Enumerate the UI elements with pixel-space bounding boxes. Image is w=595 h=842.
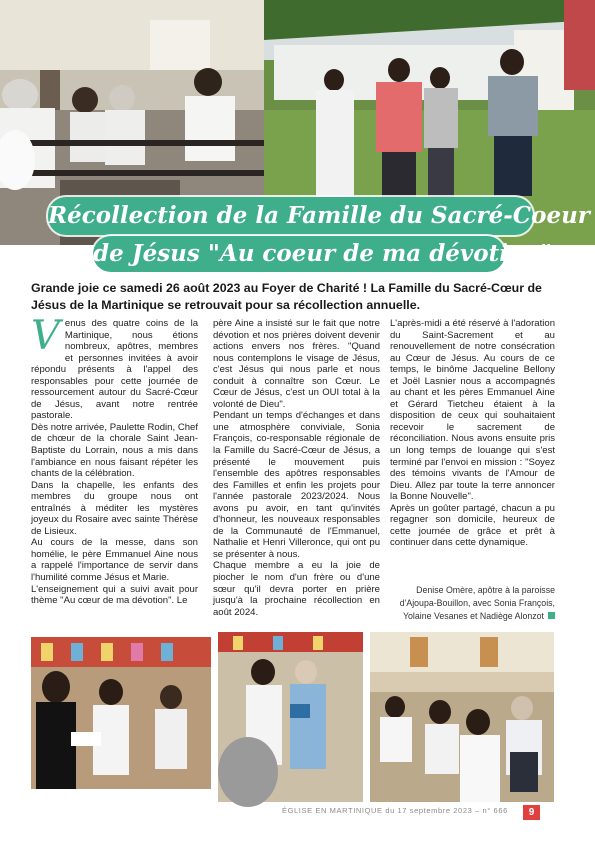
paragraph: Au cours de la messe, dans son homélie, le père Emmanuel Aine nous a rappelé l'importance de servir dans l'humilité comme Jésus et Marie. <box>31 537 198 584</box>
end-mark-square <box>548 612 555 619</box>
paragraph: Dès notre arrivée, Paulette Rodin, Chef de chœur de la chorale Saint Jean-Baptiste du Lorrain, nous a mis dans l'ambiance en nous faisant répéter les chants de la célébration. <box>31 421 198 480</box>
photo-speakers <box>218 632 363 802</box>
text-column-3 <box>390 318 555 549</box>
photo-audience <box>370 632 554 802</box>
paragraph: Dans la chapelle, les enfants des membres du groupe nous ont entraînés à méditer les mystères joyeux du Rosaire avec sainte Thérèse de Lisieux. <box>31 479 198 537</box>
paragraph: Venus des quatre coins de la Martinique, nous étions nombreux, apôtres, membres et personnes invitées à avoir répondu présents à l'appel des responsables pour cette journée de ressourcement autour du Sacré-Cœur de Jésus, avant notre rentrée pastorale. <box>31 313 198 422</box>
paragraph: père Aine a insisté sur le fait que notre dévotion et nos prières doivent devenir actions envers nos frères. "Quand nous contemplons le visage de Jésus, c'est Jésus qui nous parle et nous conduit à connaître son Cœur. Le Cœur de Jésus, c'est un OUI total à la volonté de Dieu". <box>213 318 380 410</box>
article-lead: Grande joie ce samedi 26 août 2023 au Foyer de Charité ! La Famille du Sacré-Cœur de Jésus de la Martinique se retrouvait pour sa récollection annuelle. <box>31 281 542 312</box>
paragraph: Chaque membre a eu la joie de piocher le nom d'un frère ou d'une sœur qu'il devra porter en prière jusqu'à la prochaine récollection en août 2024. <box>213 560 380 618</box>
article-title-line1: Récollection de la Famille du Sacré-Coeur <box>48 197 533 235</box>
publication-footer: ÉGLISE EN MARTINIQUE du 17 septembre 2023 – n° 666 <box>282 806 508 815</box>
paragraph: Après un goûter partagé, chacun a pu regagner son domicile, heureux de cette journée de grâce et prêt à continuer dans cette dynamique. <box>390 502 555 549</box>
paragraph: L'après-midi a été réservé à l'adoration du Saint-Sacrement et au renouvellement de notre consécration au Cœur de Jésus. Au cours de ce temps, le binôme Jacqueline Bellony et Joël Lasnier nous a accompagnés au chant et les pères Emmanuel Aine et Gérard Tietcheu étaient à la disposition de ceux qui souhaitaient recevoir le sacrement de réconciliation. Nous avons ensuite pris un long temps de louange qui s'est terminé par l'envoi en mission : "Soyez des témoins vivants de l'Amour de Dieu. Allez par toute la terre annoncer la Bonne Nouvelle". <box>390 318 555 503</box>
page-number: 9 <box>523 805 540 820</box>
article-title-line2: de Jésus "Au coeur de ma dévotion" <box>93 236 505 272</box>
text-column-1 <box>31 313 198 607</box>
author-signature: Denise Omère, apôtre à la paroisse d'Ajoupa-Bouillon, avec Sonia François, Yolaine Vesanes et Nadiège Alonzot <box>399 585 555 621</box>
paragraph: Pendant un temps d'échanges et dans une atmosphère conviviale, Sonia François, co-responsable régionale de la Famille du Sacré-Cœur de Jésus, a présenté le mouvement puis l'ensemble des apôtres responsables des Familles et enfin les projets pour l'année pastorale 2023/2024. Nous avons pu avoir, en tant qu'invités d'honneur, les nouveaux responsables de la Communauté de l'Emmanuel, Nathalie et Henri Villeronce, qui ont pu se présenter à nous. <box>213 410 380 560</box>
paragraph: L'enseignement qui a suivi avait pour thème "Au cœur de ma dévotion". Le <box>31 583 198 607</box>
dropcap: V <box>31 313 60 359</box>
photo-children-reading <box>31 637 211 789</box>
text-column-2 <box>213 318 380 618</box>
